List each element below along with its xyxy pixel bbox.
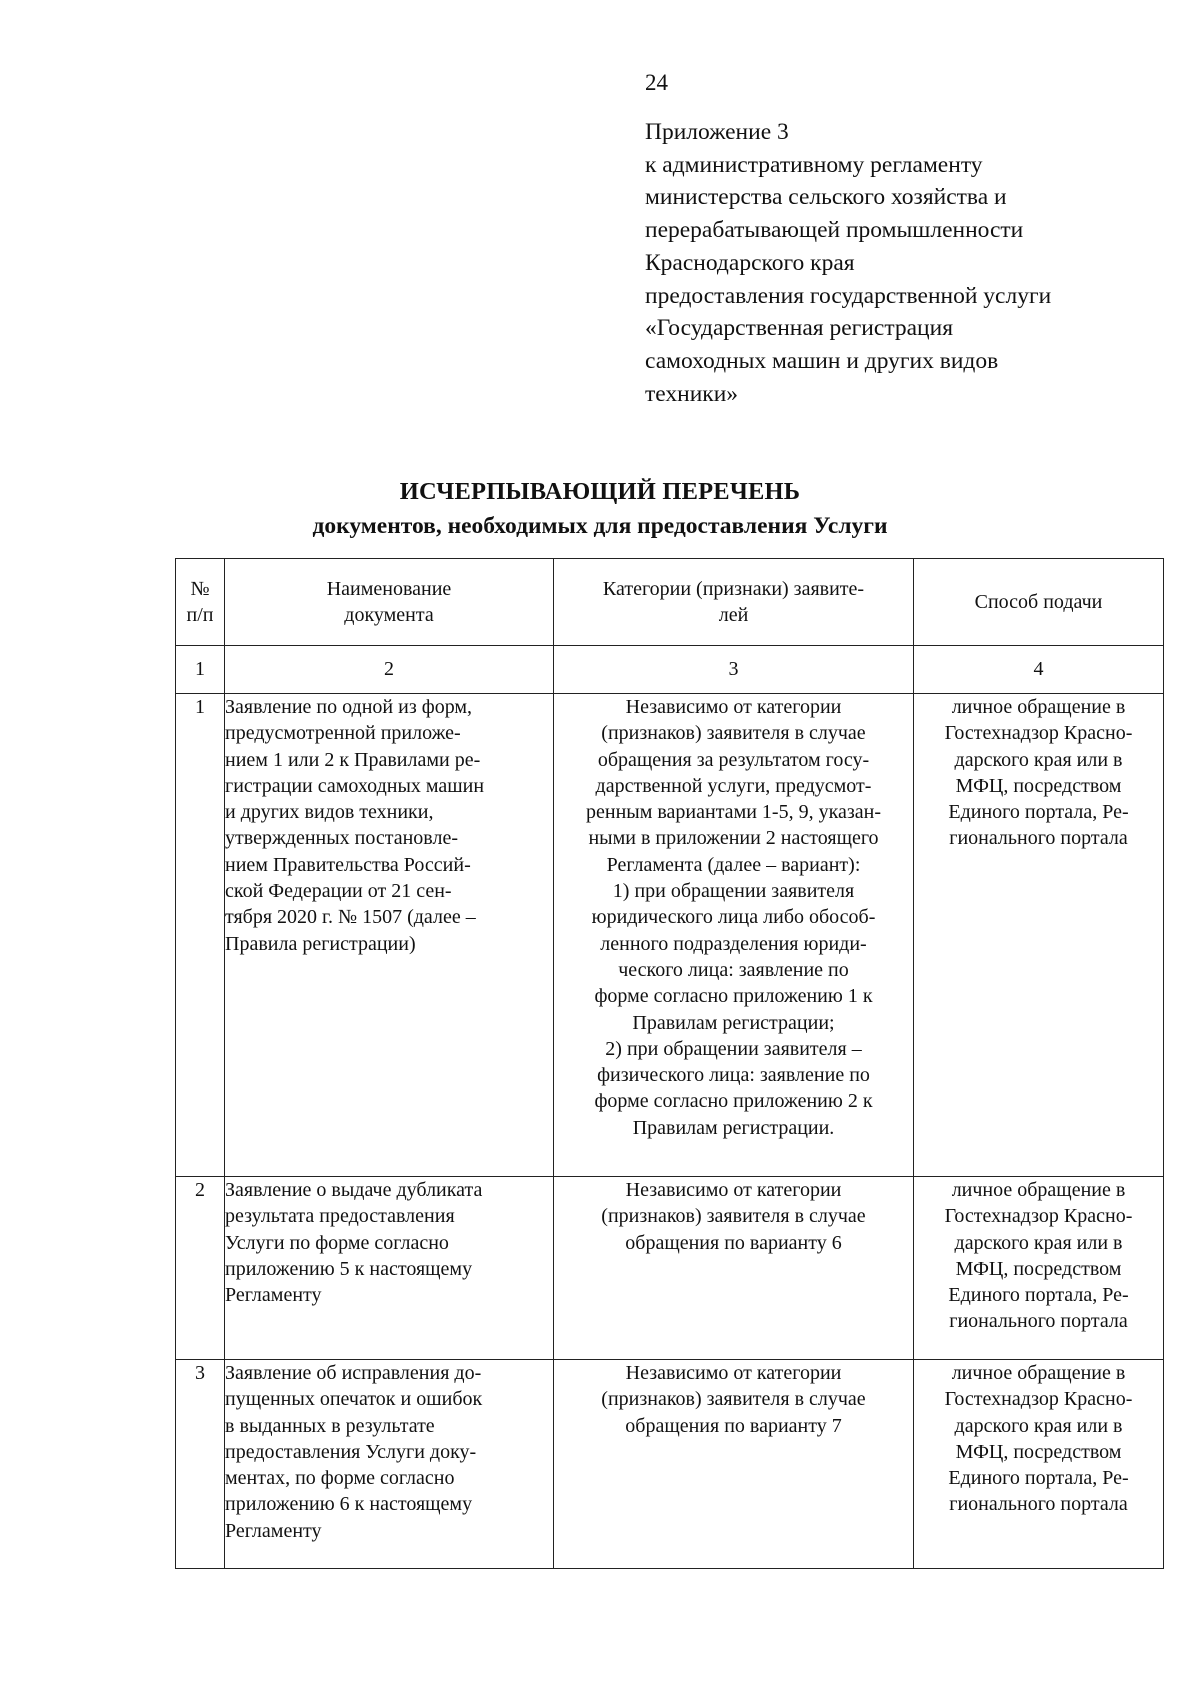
column-number: 2 — [225, 646, 554, 694]
cell-line: дарственной услуги, предусмот- — [595, 774, 872, 797]
cell-line: Услуги по форме согласно — [225, 1231, 449, 1254]
cell-line: личное обращение в — [951, 1179, 1126, 1201]
cell-line: ской Федерации от 21 сен- — [225, 880, 452, 903]
cell-line: Регламенту — [225, 1284, 322, 1307]
cell-line: форме согласно приложению 1 к — [594, 985, 873, 1008]
appendix-line: Краснодарского края — [645, 249, 855, 276]
cell-line: обращения по варианту 6 — [625, 1231, 842, 1254]
cell-line: предусмотренной приложе- — [225, 722, 461, 745]
cell-line: Гостехнадзор Красно- — [944, 1388, 1133, 1411]
applicant-category-cell — [554, 1360, 914, 1569]
row-number: 1 — [176, 694, 225, 1177]
cell-line: МФЦ, посредством — [955, 1440, 1122, 1463]
row-number: 2 — [176, 1177, 225, 1360]
cell-line: приложению 5 к настоящему — [225, 1257, 473, 1280]
submission-method-cell — [914, 694, 1164, 1177]
document-name-cell — [225, 694, 554, 1177]
cell-line: результата предоставления — [225, 1205, 455, 1228]
cell-line: Единого портала, Ре- — [948, 1467, 1129, 1490]
document-name-cell — [225, 1360, 554, 1569]
appendix-line: самоходных машин и других видов — [645, 347, 999, 374]
cell-line: физического лица: заявление по — [597, 1064, 870, 1087]
cell-line: форме согласно приложению 2 к — [594, 1090, 873, 1113]
cell-line: Правила регистрации) — [225, 932, 416, 955]
appendix-line: к административному регламенту — [645, 151, 983, 178]
cell-line: предоставления Услуги доку- — [225, 1440, 477, 1463]
appendix-line: перерабатывающей промышленности — [645, 217, 1024, 244]
cell-line: Гостехнадзор Красно- — [944, 722, 1133, 745]
row-number: 3 — [176, 1360, 225, 1569]
appendix-line: министерства сельского хозяйства и — [645, 184, 1007, 211]
column-number: 3 — [554, 646, 914, 694]
column-number: 1 — [176, 646, 225, 694]
cell-line: гистрации самоходных машин — [225, 774, 485, 797]
cell-line: обращения за результатом госу- — [597, 748, 870, 771]
table-row — [176, 694, 1164, 1177]
cell-line: МФЦ, посредством — [955, 774, 1122, 797]
column-number-row — [176, 646, 1164, 694]
submission-method-cell — [914, 1360, 1164, 1569]
header-number: № п/п — [176, 559, 225, 646]
cell-line: Независимо от категории — [625, 1179, 842, 1201]
column-number: 4 — [914, 646, 1164, 694]
document-title: ИСЧЕРПЫВАЮЩИЙ ПЕРЕЧЕНЬ — [399, 478, 801, 505]
document-subtitle: документов, необходимых для предоставления Услуги — [312, 513, 888, 539]
cell-line: Гостехнадзор Красно- — [944, 1205, 1133, 1228]
cell-line: и других видов техники, — [225, 801, 434, 824]
cell-line: гионального портала — [949, 827, 1128, 850]
appendix-line: техники» — [645, 380, 739, 407]
table-row — [176, 1360, 1164, 1569]
cell-line: Заявление по одной из форм, — [225, 696, 473, 718]
cell-line: личное обращение в — [951, 1362, 1126, 1384]
cell-line: обращения по варианту 7 — [625, 1414, 842, 1437]
submission-method-cell — [914, 1177, 1164, 1360]
cell-line: МФЦ, посредством — [955, 1257, 1122, 1280]
cell-line: гионального портала — [949, 1310, 1128, 1333]
cell-line: Правилам регистрации. — [632, 1116, 835, 1139]
appendix-line: предоставления государственной услуги — [645, 282, 1052, 309]
appendix-line: Приложение 3 — [645, 119, 789, 145]
cell-line: Единого портала, Ре- — [948, 801, 1129, 824]
documents-table — [175, 558, 1164, 1569]
appendix-header — [645, 116, 1165, 410]
cell-line: нием 1 или 2 к Правилами ре- — [225, 748, 481, 771]
cell-line: 1) при обращении заявителя — [612, 880, 855, 903]
cell-line: пущенных опечаток и ошибок — [225, 1388, 483, 1411]
cell-line: (признаков) заявителя в случае — [601, 1388, 866, 1411]
cell-line: ческого лица: заявление по — [618, 958, 849, 981]
cell-line: личное обращение в — [951, 696, 1126, 718]
cell-line: дарского края или в — [954, 748, 1123, 771]
header-applicant-category: Категории (признаки) заявите- лей — [554, 559, 914, 646]
cell-line: утвержденных постановле- — [225, 827, 458, 850]
cell-line: Единого портала, Ре- — [948, 1284, 1129, 1307]
cell-line: тября 2020 г. № 1507 (далее – — [225, 906, 476, 929]
cell-line: Регламенту — [225, 1519, 322, 1542]
cell-line: дарского края или в — [954, 1231, 1123, 1254]
cell-line: ренным вариантами 1-5, 9, указан- — [585, 801, 882, 824]
cell-line: (признаков) заявителя в случае — [601, 1205, 866, 1228]
cell-line: 2) при обращении заявителя – — [605, 1037, 862, 1060]
cell-line: приложению 6 к настоящему — [225, 1493, 473, 1516]
cell-line: ментах, по форме согласно — [225, 1467, 455, 1490]
table-row — [176, 1177, 1164, 1360]
cell-line: нием Правительства Россий- — [225, 853, 471, 876]
header-document-name: Наименование документа — [225, 559, 554, 646]
cell-line: ными в приложении 2 настоящего — [588, 827, 879, 850]
page-number: 24 — [645, 70, 668, 95]
cell-line: Заявление об исправления до- — [225, 1362, 482, 1384]
cell-line: дарского края или в — [954, 1414, 1123, 1437]
applicant-category-cell — [554, 694, 914, 1177]
appendix-line: «Государственная регистрация — [645, 315, 954, 342]
applicant-category-cell — [554, 1177, 914, 1360]
cell-line: в выданных в результате — [225, 1414, 435, 1437]
cell-line: юридического лица либо обособ- — [591, 906, 876, 929]
cell-line: Заявление о выдаче дубликата — [225, 1179, 483, 1201]
cell-line: Регламента (далее – вариант): — [606, 853, 861, 876]
cell-line: Правилам регистрации; — [632, 1011, 835, 1034]
cell-line: гионального портала — [949, 1493, 1128, 1516]
cell-line: (признаков) заявителя в случае — [601, 722, 866, 745]
cell-line: Независимо от категории — [625, 696, 842, 718]
table-header-row — [176, 559, 1164, 646]
cell-line: ленного подразделения юриди- — [600, 932, 867, 955]
cell-line: Независимо от категории — [625, 1362, 842, 1384]
header-submission-method: Способ подачи — [914, 559, 1164, 646]
document-name-cell — [225, 1177, 554, 1360]
